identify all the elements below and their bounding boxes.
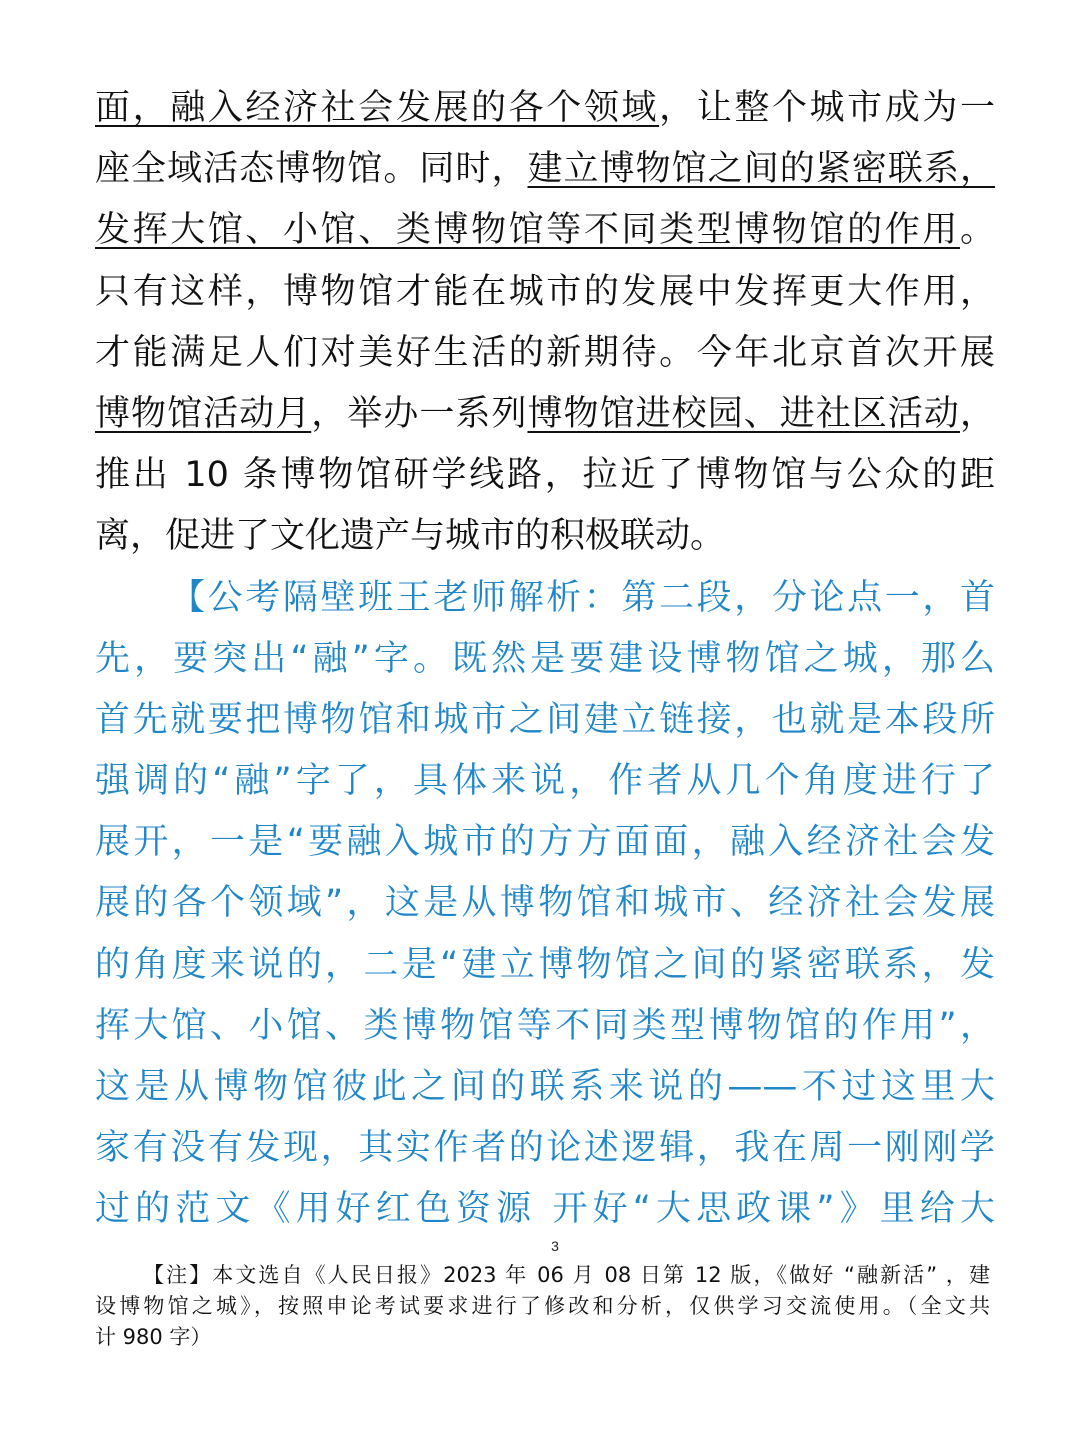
footnote-line: 计 980 字） [95, 1325, 212, 1349]
underlined-phrase: 面，融入经济社会发展的各个领域 [95, 88, 660, 128]
analysis-line: 首先就要把博物馆和城市之间建立链接，也就是本段所 [95, 699, 995, 740]
text-segment: 推出 10 条博物馆研学线路，拉近了博物馆与公众的距 [95, 455, 995, 496]
underlined-phrase: 博物馆进校园、进社区活动 [527, 393, 960, 434]
analysis-line: 先，要突出“融”字。既然是要建设博物馆之城，那么 [95, 638, 995, 679]
text-segment: ，举办一系列 [311, 393, 528, 434]
article-line [95, 323, 995, 384]
article-line [95, 262, 995, 323]
article-line [95, 78, 995, 139]
article-line [95, 139, 995, 200]
article-line [95, 445, 995, 506]
analysis-line: 挥大馆、小馆、类博物馆等不同类型博物馆的作用”， [95, 1005, 995, 1046]
footnote-line: 【注】本文选自《人民日报》2023 年 06 月 08 日第 12 版，《做好 “融新活” ，建 [143, 1263, 990, 1287]
footnote-line: 设博物馆之城》，按照申论考试要求进行了修改和分析，仅供学习交流使用。（全文共 [95, 1294, 990, 1318]
article-line [95, 200, 995, 261]
text-segment: 。 [959, 210, 995, 251]
analysis-line: 展开，一是“要融入城市的方方面面，融入经济社会发 [95, 822, 995, 863]
analysis-line: 强调的“融”字了，具体来说，作者从几个角度进行了 [95, 761, 995, 802]
text-segment: 离，促进了文化遗产与城市的积极联动。 [95, 516, 726, 557]
analysis-line: 【公考隔壁班王老师解析：第二段，分论点一，首 [170, 577, 995, 618]
text-segment: 只有这样，博物馆才能在城市的发展中发挥更大作用， [95, 271, 995, 312]
underlined-phrase: 博物馆活动月 [95, 393, 312, 434]
article-body [95, 78, 995, 1241]
article-line [95, 506, 995, 567]
analysis-line: 的角度来说的，二是“建立博物馆之间的紧密联系，发 [95, 944, 995, 985]
analysis-line: 展的各个领域”，这是从博物馆和城市、经济社会发展 [95, 883, 995, 924]
text-segment: 才能满足人们对美好生活的新期待。今年北京首次开展 [95, 332, 995, 373]
text-segment: 座全域活态博物馆。同时， [95, 149, 528, 190]
article-line [95, 384, 995, 445]
analysis-line: 家有没有发现，其实作者的论述逻辑，我在周一刚刚学 [95, 1128, 995, 1169]
text-segment: ， [959, 393, 995, 434]
text-segment: ，让整个城市成为一 [659, 88, 995, 128]
underlined-phrase: 建立博物馆之间的紧密联系， [527, 149, 995, 190]
underlined-phrase: 发挥大馆、小馆、类博物馆等不同类型博物馆的作用 [95, 210, 960, 251]
analysis-line: 这是从博物馆彼此之间的联系来说的——不过这里大 [95, 1067, 995, 1107]
footnote [95, 1260, 990, 1353]
page-number: 3 [551, 1238, 559, 1254]
analysis-line: 过的范文《用好红色资源 开好“大思政课”》里给大 [95, 1189, 995, 1230]
